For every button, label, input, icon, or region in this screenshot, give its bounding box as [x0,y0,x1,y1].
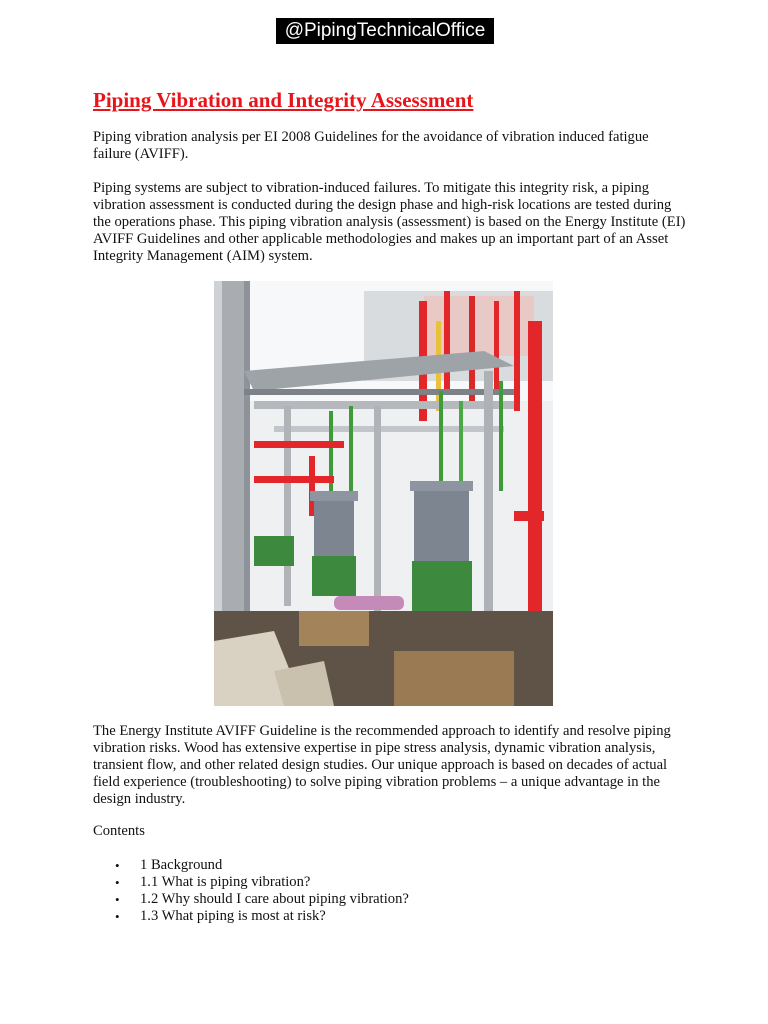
intro-paragraph: Piping vibration analysis per EI 2008 Guidelines for the avoidance of vibration induced fatigue failure (AVIFF). [93,129,649,162]
piping-photo [214,281,553,706]
bullet-icon: • [115,875,120,890]
watermark-label: @PipingTechnicalOffice [276,18,494,44]
contents-item-label: 1.1 What is piping vibration? [140,874,311,890]
approach-paragraph: The Energy Institute AVIFF Guideline is the recommended approach to identify and resolve piping vibration risks. Wood has extensive expertise in pipe stress analysis, dynamic vibration analysis, transient flow, and other related design studies. Our unique approach is based on decades of actual field experience (troubleshooting) to solve piping vibration problems – a unique advantage in the design industry. [93,723,671,807]
contents-list [93,857,409,925]
page-title: Piping Vibration and Integrity Assessment [93,88,474,112]
list-item[interactable] [93,857,409,874]
contents-item-label: 1 Background [140,857,223,873]
bullet-icon: • [115,909,120,924]
list-item[interactable] [93,908,409,925]
bullet-icon: • [115,892,120,907]
contents-heading: Contents [93,823,145,839]
bullet-icon: • [115,858,120,873]
list-item[interactable] [93,874,409,891]
list-item[interactable] [93,891,409,908]
contents-item-label: 1.2 Why should I care about piping vibration? [140,891,409,907]
overview-paragraph: Piping systems are subject to vibration-induced failures. To mitigate this integrity risk, a piping vibration assessment is conducted during the design phase and high-risk locations are tested during the operations phase. This piping vibration analysis (assessment) is based on the Energy Institute (EI) AVIFF Guidelines and other applicable methodologies and makes up an important part of an Asset Integrity Management (AIM) system. [93,180,686,264]
contents-item-label: 1.3 What piping is most at risk? [140,908,326,924]
